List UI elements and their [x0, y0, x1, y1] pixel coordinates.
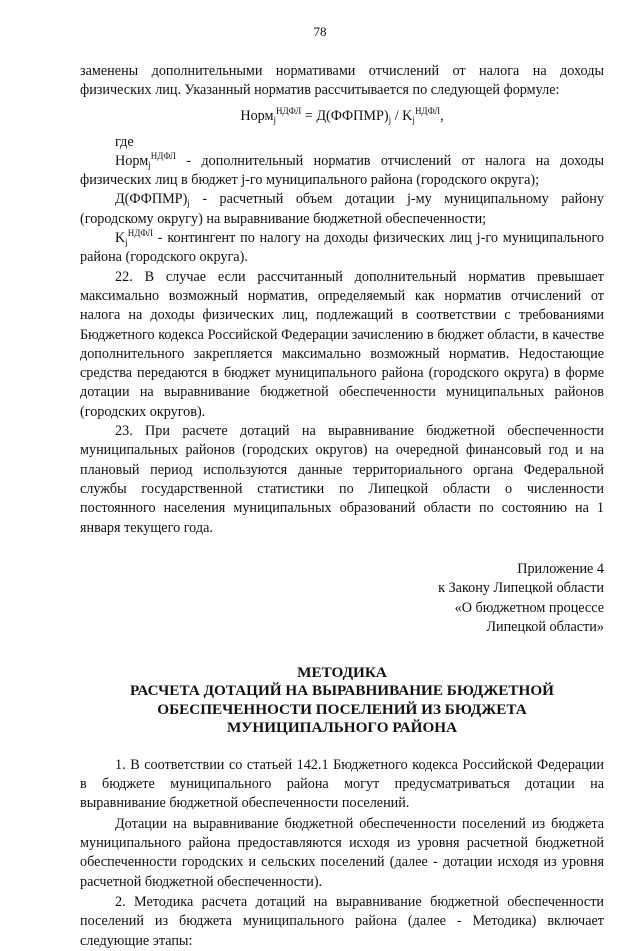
methodology-paragraph-2: Дотации на выравнивание бюджетной обеспеченности поселений из бюджета муниципального района предоставляются исходя из уровня расчетной бюджетной обеспеченности городских и сельских поселений (далее - дотации исходя из уровня расчетной бюджетной обеспеченности). — [80, 815, 604, 890]
definition-norm: Норм$_j^{НДФЛ}$ - дополнительный норматив отчислений от налога на доходы физических лиц в бюджет j-го муниципального района (городского округа); — [80, 150, 604, 189]
definition-subsidy: $Д(ФФПМР)_j$ - расчетный объем дотации j-му муниципальному району (городскому округу) на выравнивание бюджетной обеспеченности; — [80, 191, 604, 227]
document-body — [80, 62, 604, 951]
methodology-paragraph-1: 1. В соответствии со статьей 142.1 Бюджетного кодекса Российской Федерации в бюджете муниципального района могут предусматриваться дотации на выравнивание бюджетной обеспеченности поселений. — [80, 756, 604, 812]
appendix-reference: Приложение 4 к Закону Липецкой области «О бюджетном процессе Липецкой области» — [438, 560, 604, 636]
page-number: 78 — [313, 24, 327, 39]
section-title: МЕТОДИКА РАСЧЕТА ДОТАЦИЙ НА ВЫРАВНИВАНИЕ БЮДЖЕТНОЙ ОБЕСПЕЧЕННОСТИ ПОСЕЛЕНИЙ ИЗ БЮДЖЕТА МУНИЦИПАЛЬНОГО РАЙОНА — [130, 663, 554, 737]
where-label: где — [115, 133, 134, 150]
definition-contingent: $K_j^{НДФЛ}$ - контингент по налогу на доходы физических лиц j-го муниципального района (городского округа). — [80, 228, 604, 266]
paragraph-22: 22. В случае если рассчитанный дополнительный норматив превышает максимально возможный норматив, определяемый как норматив отчислений от налога на доходы физических лиц, подлежащий в соответствии с требованиями Бюджетного кодекса Российской Федерации зачислению в бюджет области, в качестве дополнительного закрепляется максимально возможный норматив. Недостающие средства передаются в бюджет муниципального района (городского округа) в форме дотации на выравнивание бюджетной обеспеченности муниципальных районов (городских округов). — [80, 268, 604, 420]
formula: Норм$_j^{НДФЛ}$ = $Д(ФФПМР)_j / K_j^{НДФЛ}$, — [240, 105, 444, 125]
paragraph-23: 23. При расчете дотаций на выравнивание бюджетной обеспеченности муниципальных районов (городских округов) на очередной финансовый год и на плановый период используются данные территориального органа Федеральной службы государственной статистики по Липецкой области о численности постоянного населения муниципальных образований области по состоянию на 1 января текущего года. — [80, 423, 604, 536]
methodology-paragraph-3: 2. Методика расчета дотаций на выравнивание бюджетной обеспеченности поселений из бюджета муниципального района (далее - Методика) включает следующие этапы: — [80, 893, 604, 949]
paragraph-continuation: заменены дополнительными нормативами отчислений от налога на доходы физических лиц. Указанный норматив рассчитывается по следующей формуле: — [80, 63, 604, 99]
